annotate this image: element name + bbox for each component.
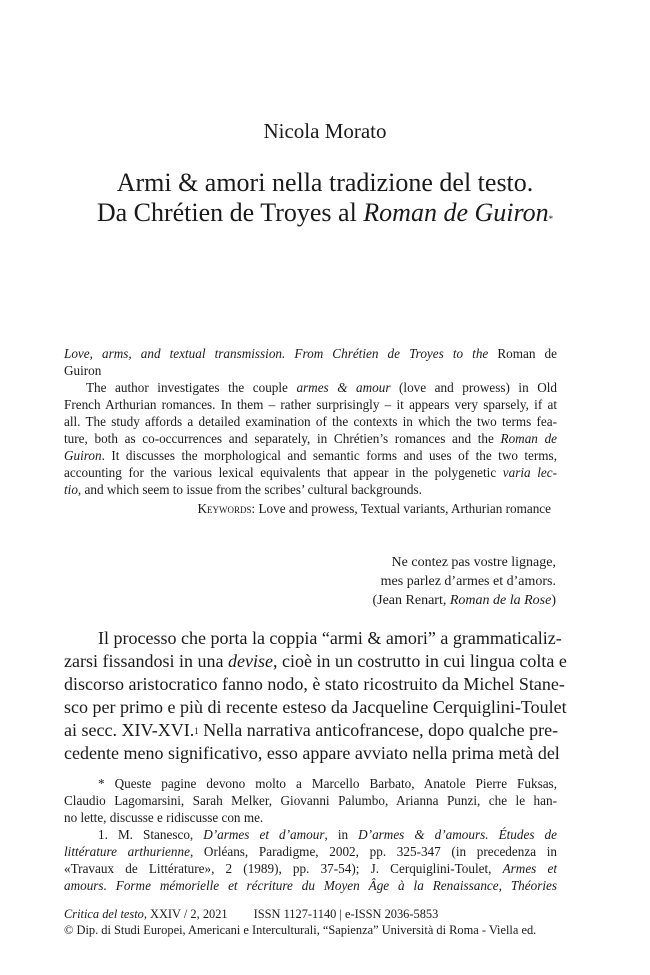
abstract-line <box>64 481 557 498</box>
body-line <box>64 650 567 673</box>
footnote-italic: Armes et <box>502 861 557 876</box>
abstract-line: French Arthurian romances. In them – rather surprisingly – it appears very sparsely, if at <box>64 397 557 412</box>
journal-copyright: © Dip. di Studi Europei, Americani e Interculturali, “Sapienza” Università di Roma - Viella ed. <box>64 923 537 937</box>
footnote-italic: D’armes & d’amours. Études de <box>358 827 557 842</box>
title-work: Roman de Guiron <box>363 198 549 227</box>
footnote-line: Claudio Lagomarsini, Sarah Melker, Giovanni Palumbo, Arianna Punzi, che le han- <box>64 793 557 808</box>
body-line: discorso aristocratico fanno nodo, è stato ricostruito da Michel Stane- <box>64 674 565 694</box>
footnote-italic: amours. Forme mémorielle et récriture du Moyen Âge à la Renaissance <box>64 878 499 893</box>
abstract-line <box>64 464 557 481</box>
abstract-line <box>64 447 557 464</box>
abstract-text: accounting for the various lexical equivalents that appear in the polygenetic <box>64 465 497 480</box>
abstract-line: all. The study affords a detailed examination of the contexts in which the two terms fea- <box>64 414 557 429</box>
footnote-italic: Théories <box>510 878 557 893</box>
body-line: Il processo che porta la coppia “armi & amori” a grammaticaliz- <box>98 628 562 648</box>
abstract-text: , and which seem to issue from the scribes’ cultural backgrounds. <box>77 482 422 497</box>
footnote-italic: littérature arthurienne <box>64 844 190 859</box>
footnote-line <box>64 843 557 860</box>
epigraph-source-suffix: ) <box>551 593 556 608</box>
abstract-text: The author investigates the couple <box>86 380 288 395</box>
body-line <box>64 719 557 742</box>
abstract-text: . It discusses the morphological and semantic forms and uses of the two terms, <box>101 448 557 463</box>
epigraph-source-work: Roman de la Rose <box>449 593 552 608</box>
epigraph-source <box>372 591 556 610</box>
body-text: ai secc. XIV-XVI. <box>64 720 195 740</box>
abstract-italic: tio <box>64 482 78 497</box>
footnote-text: «Travaux de Littérature», 2 (1989), pp. 37-54); J. Cerquiglini-Toulet, <box>64 861 503 876</box>
epigraph-line1: Ne contez pas vostre lignage, <box>391 555 556 570</box>
footnote-line <box>64 826 557 843</box>
journal-issn: ISSN 1127-1140 | e-ISSN 2036-5853 <box>253 907 439 921</box>
footnote-text: , in <box>324 827 359 842</box>
abstract-text: ture, both as co-occurrences and separately, in Chrétien’s romances and the <box>64 431 494 446</box>
footnote-line <box>64 860 557 877</box>
abstract-title-roman: Roman de <box>488 346 558 361</box>
footnote-text: , <box>498 878 511 893</box>
journal-footer <box>64 906 564 938</box>
abstract-italic: Roman de <box>500 431 558 446</box>
abstract <box>64 345 557 498</box>
footnote-line: * Queste pagine devono molto a Marcello Barbato, Anatole Pierre Fuksas, <box>98 776 557 791</box>
body-text: zarsi fissandosi in una <box>64 651 228 671</box>
title-prefix: Da Chrétien de Troyes al <box>96 198 364 227</box>
body-paragraph <box>64 627 567 765</box>
footnote-ref: 1 <box>194 726 199 736</box>
abstract-italic: armes & amour <box>296 380 391 395</box>
body-italic: devise <box>227 651 273 671</box>
abstract-title-italic: Love, arms, and textual transmission. From Chrétien de Troyes to the <box>64 346 489 361</box>
keywords <box>64 501 557 517</box>
keywords-list: : Love and prowess, Textual variants, Arthurian romance <box>251 501 551 516</box>
article-title-line2 <box>0 198 650 228</box>
abstract-italic: Guiron <box>64 448 102 463</box>
journal-citation <box>64 906 564 922</box>
abstract-line <box>64 430 557 447</box>
abstract-line <box>64 379 557 396</box>
footnote-line: no lette, discusse e ridiscusse con me. <box>64 810 264 825</box>
abstract-title-line1 <box>64 345 557 362</box>
epigraph <box>372 553 556 610</box>
abstract-text: (love and prowess) in Old <box>399 380 558 395</box>
body-text: Nella narrativa anticofrancese, dopo qualche pre- <box>198 720 559 740</box>
author-name: Nicola Morato <box>263 119 387 143</box>
abstract-italic: varia lec- <box>502 465 557 480</box>
body-text: , cioè in un costrutto in cui lingua colta e <box>272 651 567 671</box>
epigraph-line2: mes parlez d’armes et d’amors. <box>380 574 556 589</box>
body-line: cedente meno significativo, esso appare avviato nella prima metà del <box>64 743 560 763</box>
footnotes <box>64 775 557 894</box>
footnote-line <box>64 877 557 894</box>
keywords-label: Keywords <box>197 501 252 516</box>
footnote-text: , Orléans, Paradigme, 2002, pp. 325-347 (in precedenza in <box>189 844 557 859</box>
epigraph-source-prefix: (Jean Renart, <box>372 593 450 608</box>
body-line: sco per primo e più di recente esteso da Jacqueline Cerquiglini-Toulet <box>64 697 567 717</box>
footnote-text: 1. M. Stanesco, <box>98 827 204 842</box>
footnote-italic: D’armes et d’amour <box>203 827 325 842</box>
abstract-title-line2: Guiron <box>64 363 102 378</box>
title-footnote-mark: * <box>548 214 554 224</box>
journal-name: Critica del testo <box>64 907 144 921</box>
article-title-line1: Armi & amori nella tradizione del testo. <box>116 168 534 197</box>
journal-issue: , XXIV / 2, 2021 <box>143 907 228 921</box>
